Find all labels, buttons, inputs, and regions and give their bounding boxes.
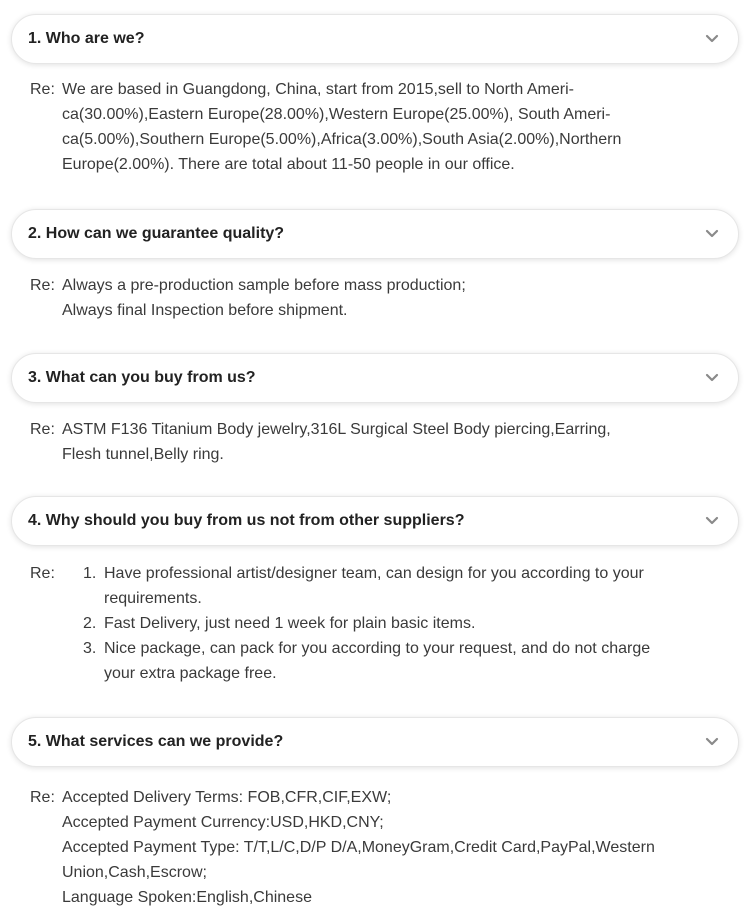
list-item [83,636,746,661]
answer-line: Always a pre-production sample before mass production; [62,277,466,294]
answer-line: Language Spoken:English,Chinese [62,889,312,906]
faq-header-why-buy-from-us[interactable] [11,496,739,546]
answer-line: Nice package, can pack for you according to your request, and do not charge [104,640,651,657]
list-item-continuation [83,661,746,686]
faq-answer [30,561,746,686]
answer-line: Have professional artist/designer team, can design for you according to your [104,565,644,582]
answer-line: Accepted Payment Type: T/T,L/C,D/P D/A,MoneyGram,Credit Card,PayPal,Western [62,839,655,856]
list-number: 1. [83,565,97,582]
answer-line: Fast Delivery, just need 1 week for plain basic items. [104,615,476,632]
answer-line: We are based in Guangdong, China, start from 2015,sell to North Ameri- [62,81,574,98]
answer-prefix: Re: [30,81,55,98]
list-item [83,611,746,636]
faq-header-who-are-we[interactable] [11,14,739,64]
answer-line: your extra package free. [104,665,277,682]
answer-prefix: Re: [30,565,55,582]
faq-answer [30,417,746,467]
answer-prefix: Re: [30,277,55,294]
answer-line: ASTM F136 Titanium Body jewelry,316L Surgical Steel Body piercing,Earring, [62,421,611,438]
answer-line: ca(30.00%),Eastern Europe(28.00%),Western Europe(25.00%), South Ameri- [62,106,611,123]
list-number: 3. [83,640,97,657]
answer-line: Flesh tunnel,Belly ring. [62,446,224,463]
list-item [83,561,746,586]
chevron-down-icon[interactable] [704,372,720,384]
faq-header-what-can-you-buy[interactable] [11,353,739,403]
faq-header-guarantee-quality[interactable] [11,209,739,259]
faq-answer [30,273,746,323]
chevron-down-icon[interactable] [704,228,720,240]
faq-title: 5. What services can we provide? [28,733,284,750]
faq-title: 3. What can you buy from us? [28,369,256,386]
chevron-down-icon[interactable] [704,515,720,527]
faq-title: 1. Who are we? [28,30,145,47]
faq-answer [30,785,746,910]
chevron-down-icon[interactable] [704,736,720,748]
answer-prefix: Re: [30,421,55,438]
faq-answer [30,77,746,177]
answer-line: requirements. [104,590,202,607]
answer-line: Union,Cash,Escrow; [62,864,207,881]
answer-line: Accepted Delivery Terms: FOB,CFR,CIF,EXW; [62,789,392,806]
faq-title: 2. How can we guarantee quality? [28,225,285,242]
list-item-continuation [83,586,746,611]
faq-title: 4. Why should you buy from us not from other suppliers? [28,512,465,529]
chevron-down-icon[interactable] [704,33,720,45]
list-number: 2. [83,615,97,632]
answer-prefix: Re: [30,789,55,806]
answer-line: Accepted Payment Currency:USD,HKD,CNY; [62,814,384,831]
answer-line: Always final Inspection before shipment. [62,302,348,319]
answer-line: Europe(2.00%). There are total about 11-50 people in our office. [62,156,515,173]
faq-header-services[interactable] [11,717,739,767]
answer-line: ca(5.00%),Southern Europe(5.00%),Africa(3.00%),South Asia(2.00%),Northern [62,131,622,148]
